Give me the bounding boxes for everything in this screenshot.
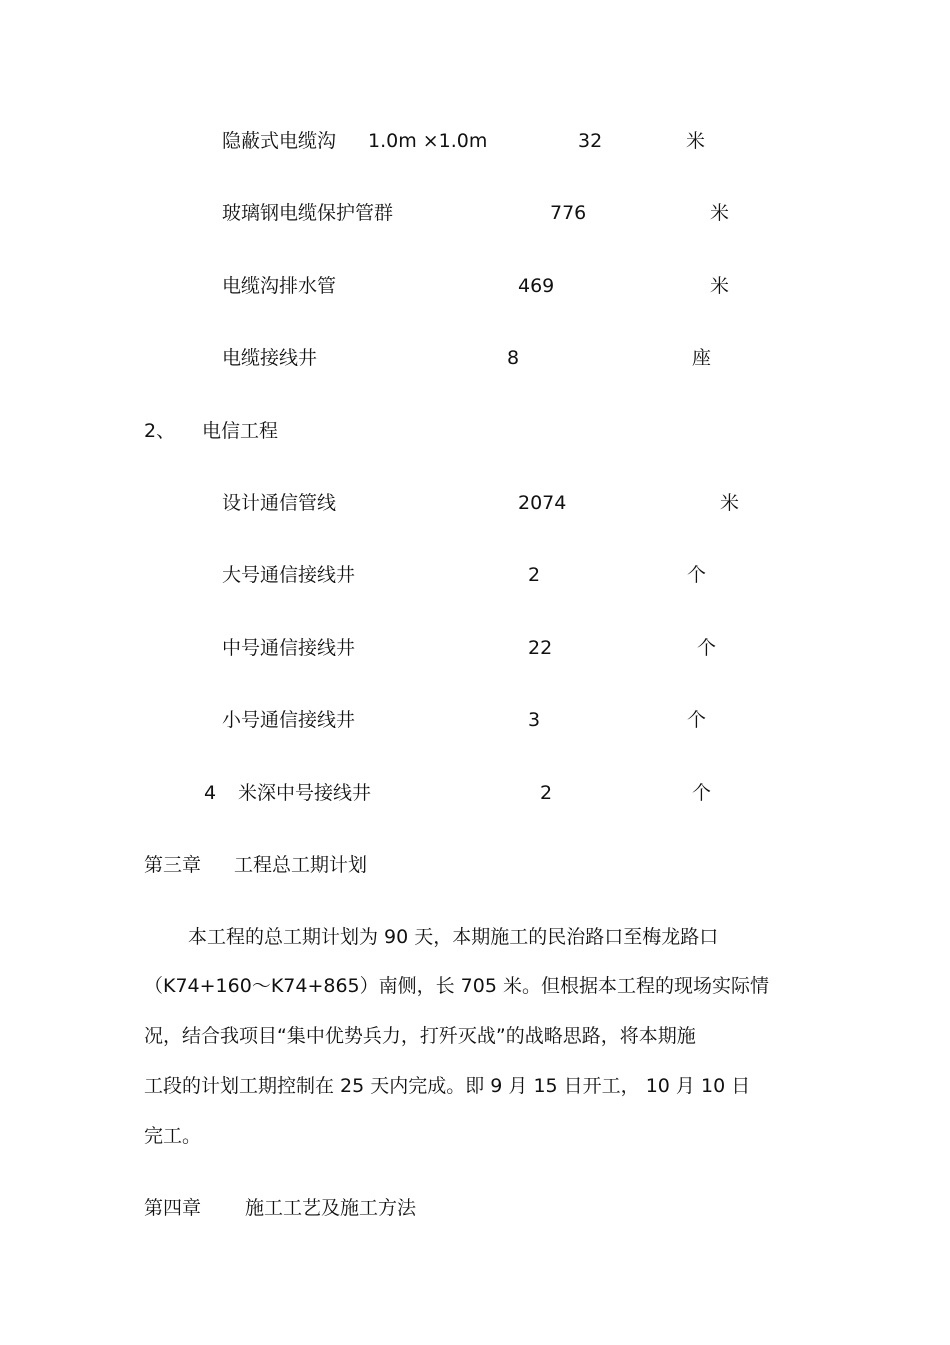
item-name: 电缆沟排水管 (222, 275, 337, 297)
section-number: 2、 (144, 420, 176, 442)
item-qty: 8 (507, 347, 520, 369)
item-unit: 米 (686, 130, 706, 152)
paragraph-line: 本工程的总工期计划为 90 天，本期施工的民治路口至梅龙路口 (188, 926, 719, 948)
chapter-title: 施工工艺及施工方法 (245, 1197, 417, 1219)
item-unit: 个 (687, 564, 707, 586)
chapter-title: 工程总工期计划 (234, 854, 368, 876)
item-qty: 3 (528, 709, 541, 731)
item-spec: 1.0m ×1.0m (368, 130, 488, 152)
item-name: 大号通信接线井 (222, 564, 356, 586)
item-qty: 2 (528, 564, 541, 586)
paragraph-line: （K74+160～K74+865）南侧，长 705 米。但根据本工程的现场实际情 (144, 975, 769, 997)
item-prefix: 4 (204, 782, 217, 804)
item-name: 电缆接线井 (222, 347, 318, 369)
item-name: 隐蔽式电缆沟 (222, 130, 337, 152)
item-unit: 个 (687, 709, 707, 731)
section-title: 电信工程 (202, 420, 279, 442)
item-name: 小号通信接线井 (222, 709, 356, 731)
item-name: 玻璃钢电缆保护管群 (222, 202, 394, 224)
item-unit: 座 (692, 347, 712, 369)
item-unit: 个 (697, 637, 717, 659)
item-qty: 2074 (518, 492, 567, 514)
chapter-label: 第三章 (144, 854, 202, 876)
item-unit: 米 (720, 492, 740, 514)
item-qty: 2 (540, 782, 553, 804)
item-unit: 米 (710, 202, 730, 224)
item-name: 设计通信管线 (222, 492, 337, 514)
item-name: 米深中号接线井 (238, 782, 372, 804)
paragraph-line: 完工。 (144, 1125, 202, 1147)
paragraph-line: 工段的计划工期控制在 25 天内完成。即 9 月 15 日开工， 10 月 10 日 (144, 1075, 751, 1097)
item-unit: 个 (692, 782, 712, 804)
item-name: 中号通信接线井 (222, 637, 356, 659)
chapter-label: 第四章 (144, 1197, 202, 1219)
item-qty: 22 (528, 637, 553, 659)
item-qty: 776 (550, 202, 587, 224)
paragraph-line: 况，结合我项目“集中优势兵力，打歼灭战”的战略思路，将本期施 (144, 1025, 696, 1047)
item-qty: 32 (578, 130, 603, 152)
item-qty: 469 (518, 275, 555, 297)
item-unit: 米 (710, 275, 730, 297)
